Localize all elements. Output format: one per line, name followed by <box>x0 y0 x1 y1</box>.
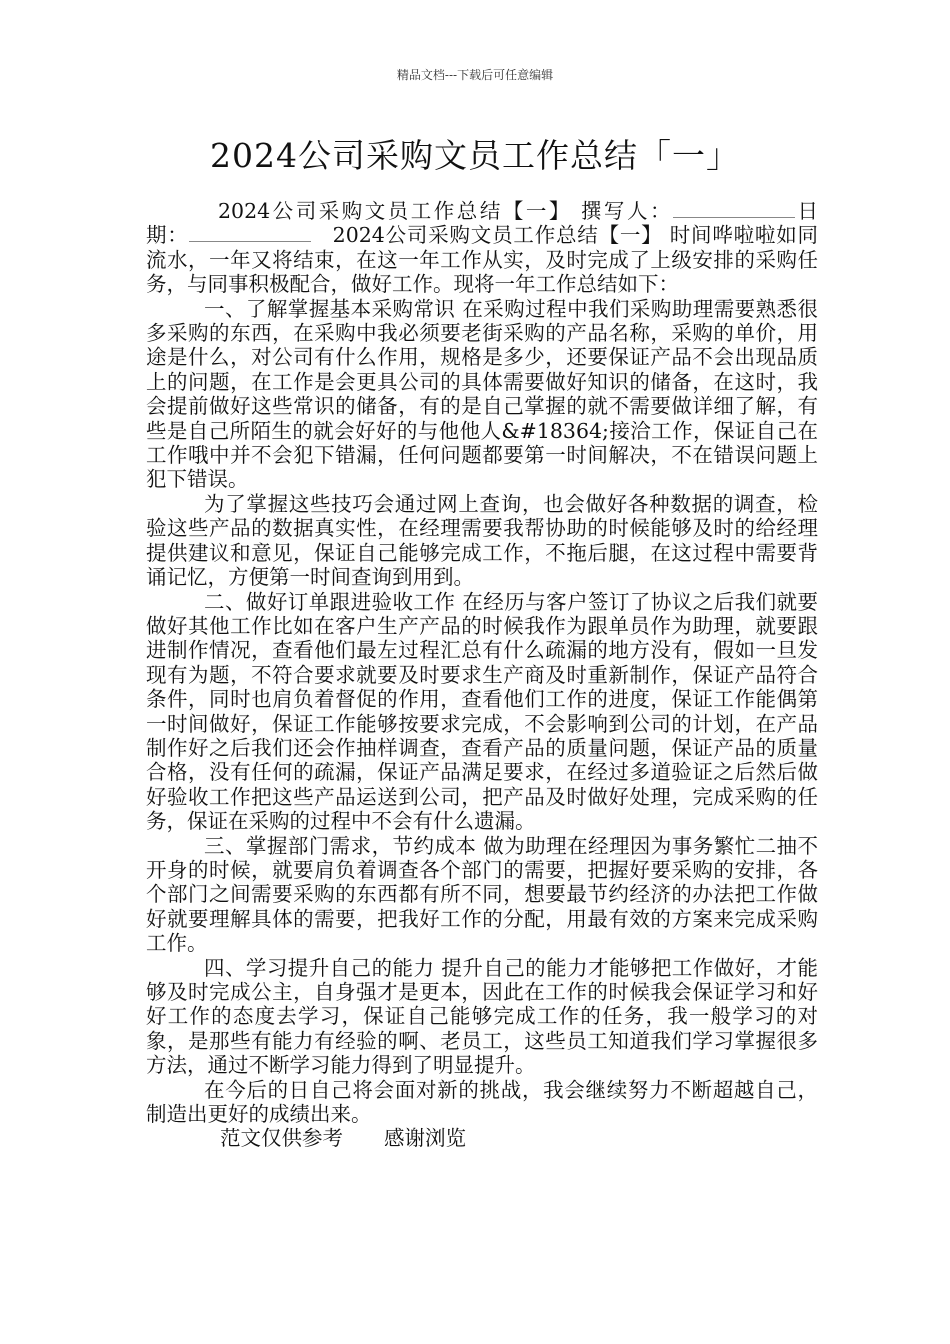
paragraph-1: 一、了解掌握基本采购常识 在采购过程中我们采购助理需要熟悉很多采购的东西，在采购中我必须要老街采购的产品名称，采购的单价，用途是什么，对公司有什么作用，规格是多少，还要保证产品不会出现品质上的问题，在工作是会更具公司的具体需要做好知识的储备，在这时，我会提前做好这些常识的储备，有的是自己掌握的就不需要做详细了解，有些是自己所陌生的就会好好的与他他人&#18364;接洽工作，保证自己在工作哦中并不会犯下错漏，任何问题都要第一时间解决，不在错误问题上犯下错误。 <box>146 296 818 492</box>
intro-date-label: 日 期： <box>146 199 839 248</box>
date-blank <box>189 223 311 242</box>
intro-title-author: 2024公司采购文员工作总结【一】 撰写人： <box>218 199 673 223</box>
paragraph-4: 三、掌握部门需求，节约成本 做为助理在经理因为事务繁忙二抽不开身的时候，就要肩负着调查各个部门的需要，把握好要采购的安排，各个部门之间需要采购的东西都有所不同，想要最节约经济的办法把工作做好就要理解具体的需要，把我好工作的分配，用最有效的方案来完成采购工作。 <box>146 833 818 956</box>
header-note: 精品文档---下载后可任意编辑 <box>396 68 554 82</box>
paragraph-5: 四、学习提升自己的能力 提升自己的能力才能够把工作做好，才能够及时完成公主，自身强才是更本，因此在工作的时候我会保证学习和好好工作的态度去学习，保证自己能够完成工作的任务，我一般学习的对象，是那些有能力有经验的啊、老员工，这些员工知道我们学习掌握很多方法，通过不断学习能力得到了明显提升。 <box>146 955 818 1078</box>
paragraph-6: 在今后的日自己将会面对新的挑战，我会继续努力不断超越自己，制造出更好的成绩出来。 <box>146 1077 818 1127</box>
author-blank <box>673 199 795 218</box>
intro-paragraph <box>146 199 839 297</box>
intro-text: 2024公司采购文员工作总结【一】 时间哗啦啦如同流水，一年又将结束，在这一年工作从实，及时完成了上级安排的采购任务，与同事积极配合，做好工作。现将一年工作总结如下： <box>146 223 819 297</box>
closing-note: 范文仅供参考 感谢浏览 <box>220 1126 466 1151</box>
document-body <box>146 199 839 1151</box>
paragraph-3: 二、做好订单跟进验收工作 在经历与客户签订了协议之后我们就要做好其他工作比如在客户生产产品的时候我作为跟单员作为助理，就要跟进制作情况，查看他们最左过程汇总有什么疏漏的地方没有，假如一旦发现有为题，不符合要求就要及时要求生产商及时重新制作，保证产品符合条件，同时也肩负着督促的作用，查看他们工作的进度，保证工作能偶第一时间做好，保证工作能够按要求完成，不会影响到公司的计划，在产品制作好之后我们还会作抽样调查，查看产品的质量问题，保证产品的质量合格，没有任何的疏漏，保证产品满足要求，在经过多道验证之后然后做好验收工作把这些产品运送到公司，把产品及时做好处理，完成采购的任务，保证在采购的过程中不会有什么遗漏。 <box>146 589 818 834</box>
paragraph-2: 为了掌握这些技巧会通过网上查询，也会做好各种数据的调查，检验这些产品的数据真实性，在经理需要我帮协助的时候能够及时的给经理提供建议和意见，保证自己能够完成工作，不拖后腿，在这过程中需要背诵记忆，方便第一时间查询到用到。 <box>146 491 818 590</box>
document-title: 2024公司采购文员工作总结「一」 <box>210 136 740 175</box>
